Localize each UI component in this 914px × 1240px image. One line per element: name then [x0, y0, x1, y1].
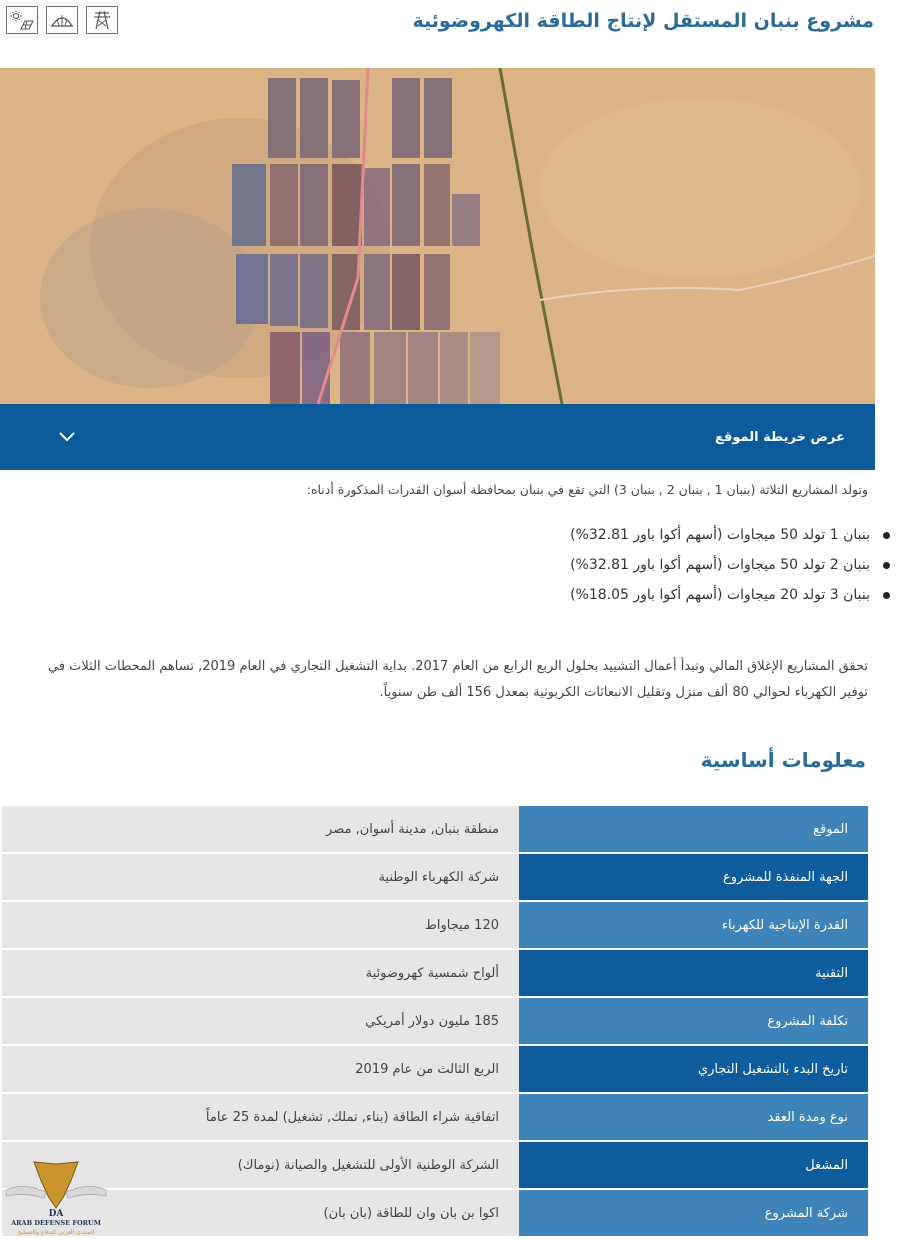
info-key: نوع ومدة العقد — [519, 1094, 868, 1140]
category-icons — [6, 6, 118, 34]
list-item-text: بنبان 1 تولد 50 ميجاوات (أسهم أكوا باور 32.81%) — [570, 527, 870, 543]
list-item — [50, 554, 890, 584]
info-value: شركة الكهرباء الوطنية — [2, 854, 519, 900]
section-title: معلومات أساسية — [700, 748, 866, 772]
info-value: اتفاقية شراء الطاقة (بناء, تملك, تشغيل) لمدة 25 عاماً — [2, 1094, 519, 1140]
list-item-text: بنبان 3 تولد 20 ميجاوات (أسهم أكوا باور 18.05%) — [570, 587, 870, 603]
map-toggle-bar[interactable] — [0, 404, 875, 470]
table-row — [0, 950, 868, 996]
info-table — [0, 806, 868, 1238]
bullet-icon — [883, 532, 890, 539]
bullet-icon — [883, 592, 890, 599]
info-value: 185 مليون دولار أمريكي — [2, 998, 519, 1044]
watermark-initials: DA — [48, 1209, 64, 1219]
bullet-icon — [883, 562, 890, 569]
list-item — [50, 584, 890, 614]
info-key: شركة المشروع — [519, 1190, 868, 1236]
table-row — [0, 1094, 868, 1140]
info-value: الربع الثالث من عام 2019 — [2, 1046, 519, 1092]
chevron-down-icon[interactable] — [58, 428, 76, 447]
info-value: اكوا بن بان وان للطاقة (بان بان) — [2, 1190, 519, 1236]
list-item-text: بنبان 2 تولد 50 ميجاوات (أسهم أكوا باور 32.81%) — [570, 557, 870, 573]
forum-watermark-logo — [4, 1156, 108, 1236]
table-row — [0, 1190, 868, 1236]
info-key: المشغل — [519, 1142, 868, 1188]
description-paragraph: تحقق المشاريع الإغلاق المالي وتبدأ أعمال التشييد بحلول الربع الرابع من العام 2017. بداية التشغيل التجاري في العام 2019, تساهم المحطات الثلاث في توفير الكهرباء لحوالي 80 ألف منزل وتقليل الانبعاثات الكربونية بمعدل 156 ألف طن سنوياً. — [48, 659, 868, 700]
hydro-dam-icon[interactable] — [46, 6, 78, 34]
solar-panel-icon[interactable] — [6, 6, 38, 34]
table-row — [0, 902, 868, 948]
info-value: منطقة بنبان, مدينة أسوان, مصر — [2, 806, 519, 852]
table-row — [0, 806, 868, 852]
watermark-tagline: المنتدى العربي للدفاع والتسليح — [17, 1229, 95, 1236]
page-title: مشروع بنبان المستقل لإنتاج الطاقة الكهروضوئية — [412, 10, 874, 32]
map-toggle-label[interactable]: عرض خريطة الموقع — [715, 429, 845, 445]
info-value: الشركة الوطنية الأولى للتشغيل والصيانة (نوماك) — [2, 1142, 519, 1188]
power-tower-icon[interactable] — [86, 6, 118, 34]
watermark-name: ARAB DEFENSE FORUM — [11, 1219, 101, 1227]
info-value: 120 ميجاواط — [2, 902, 519, 948]
info-key: القدرة الإنتاجية للكهرباء — [519, 902, 868, 948]
list-item — [50, 524, 890, 554]
info-key: تاريخ البدء بالتشغيل التجاري — [519, 1046, 868, 1092]
info-key: التقنية — [519, 950, 868, 996]
projects-list — [50, 524, 890, 614]
table-row — [0, 854, 868, 900]
table-row — [0, 998, 868, 1044]
intro-text: وتولد المشاريع الثلاثة (بنبان 1 , بنبان 2 , بنبان 3) التي تقع في بنبان بمحافظة أسوان القدرات المذكورة أدناه: — [306, 482, 868, 497]
table-row — [0, 1142, 868, 1188]
table-row — [0, 1046, 868, 1092]
info-key: تكلفة المشروع — [519, 998, 868, 1044]
info-key: الموقع — [519, 806, 868, 852]
info-value: ألواح شمسية كهروضوئية — [2, 950, 519, 996]
info-key: الجهة المنفذة للمشروع — [519, 854, 868, 900]
site-satellite-image — [0, 68, 875, 404]
